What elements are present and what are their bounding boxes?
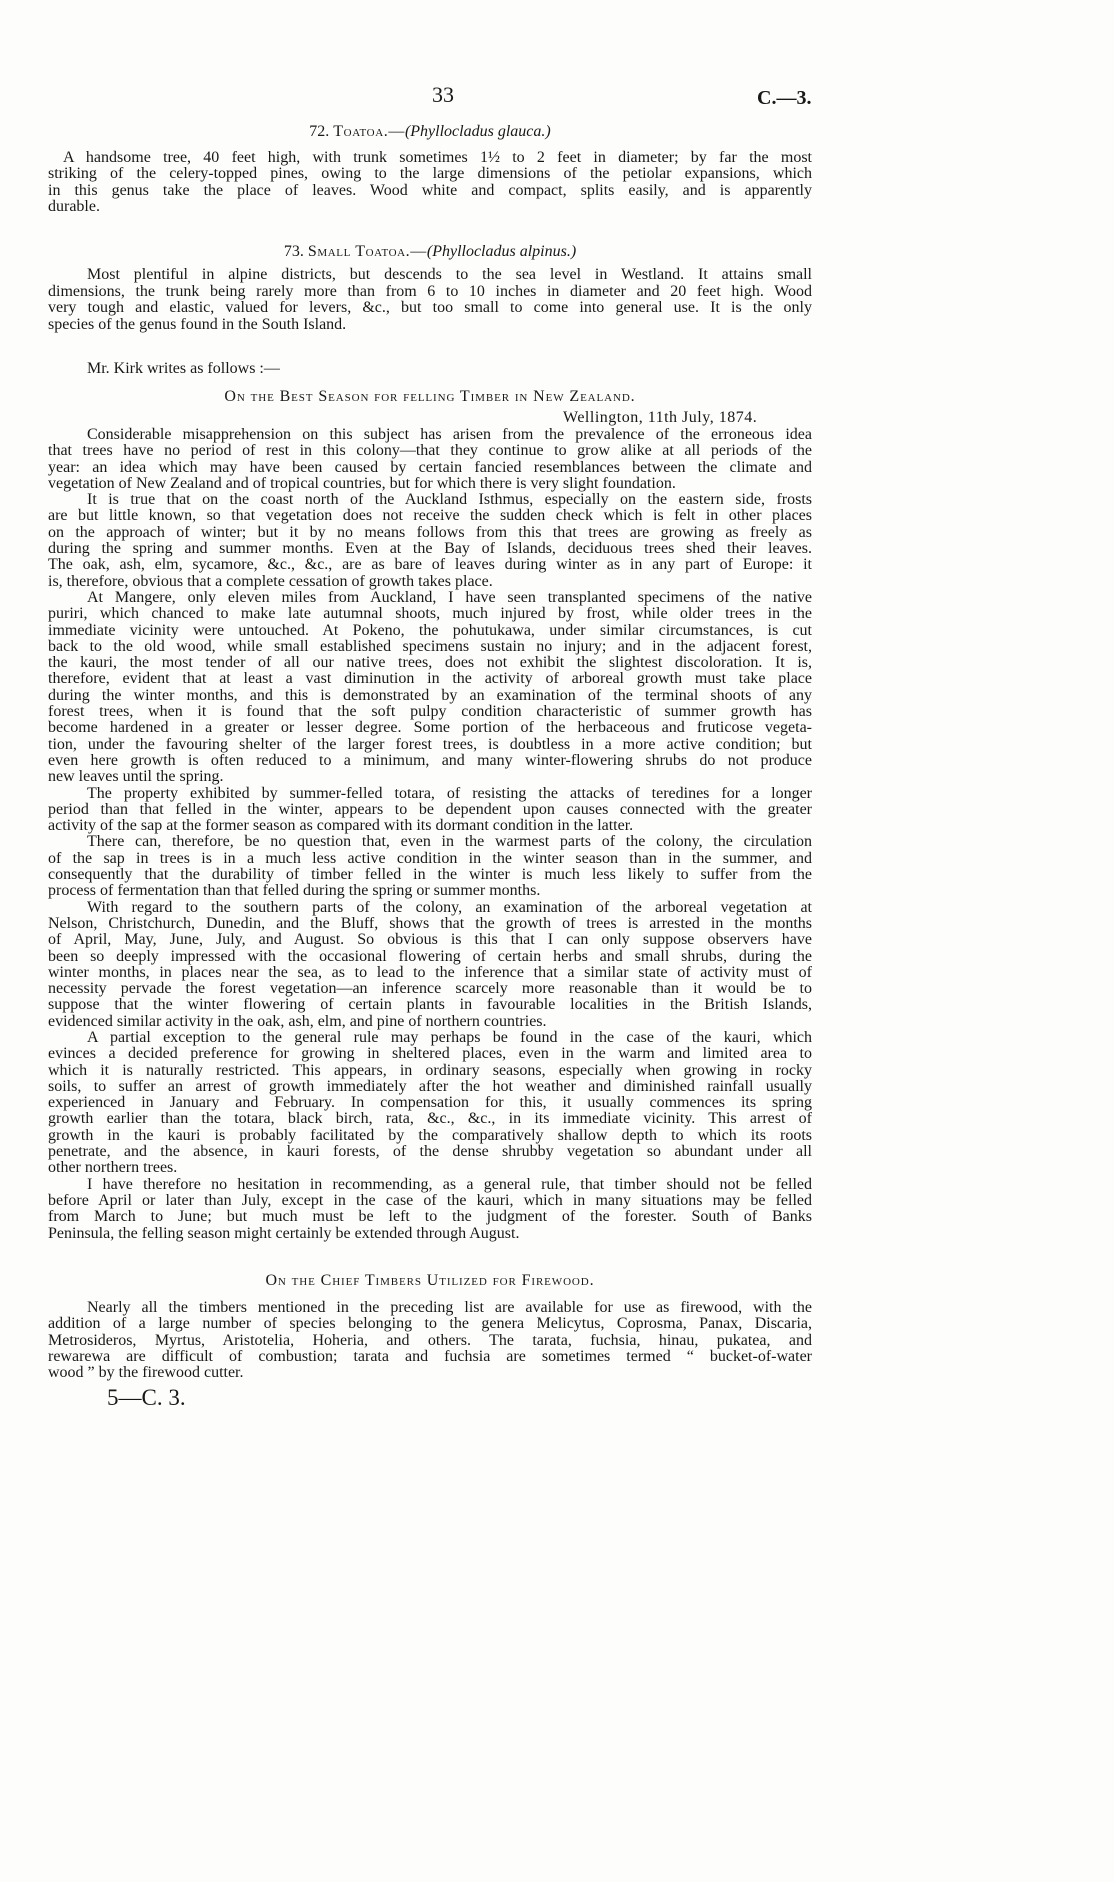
text-line: been so deeply impressed with the occasional flowering of certain herbs and small shrubs, during the	[48, 947, 812, 965]
text-line: vegetation of New Zealand and of tropical countries, but for which there is very slight foundation.	[48, 474, 676, 492]
entry-number: 73.	[283, 243, 304, 260]
text-line: Most plentiful in alpine districts, but descends to the sea level in Westland. It attains small	[87, 266, 812, 283]
text-line: durable.	[48, 197, 100, 215]
entry-heading	[48, 243, 812, 261]
text-line: other northern trees.	[48, 1159, 178, 1177]
text-line: during the winter months, and this is demonstrated by an examination of the terminal shoots of any	[48, 686, 812, 704]
paragraph	[48, 1177, 812, 1242]
text-line: period than that felled in the winter, appears to be dependent upon causes connected with the greater	[48, 800, 812, 818]
text-line: year: an idea which may have been caused by certain fancied resemblances between the climate and	[48, 458, 812, 476]
paragraph	[48, 834, 812, 899]
text-line: puriri, which chanced to make late autumnal shoots, much injured by frost, while older trees in the	[48, 605, 812, 623]
entry-latin-name: (Phyllocladus alpinus.)	[426, 243, 577, 260]
text-line: evinces a decided preference for growing in sheltered places, even in the warm and limited area to	[48, 1045, 812, 1063]
text-line: It is true that on the coast north of the Auckland Isthmus, especially on the eastern side, frosts	[87, 491, 812, 509]
text-line: growth earlier than the totara, black birch, rata, &c., &c., in its immediate vicinity. This arrest of	[48, 1110, 812, 1128]
text-line: Peninsula, the felling season might certainly be extended through August.	[48, 1224, 520, 1242]
text-line: immediate vicinity were untouched. At Pokeno, the pohutukawa, under similar circumstances, is cut	[48, 621, 812, 639]
text-line: wood ” by the firewood cutter.	[48, 1364, 244, 1381]
text-line: in this genus take the place of leaves. Wood white and compact, splits easily, and is apparently	[48, 181, 812, 199]
footer-signature: 5—C. 3.	[107, 1385, 186, 1410]
text-line: from March to June; but much must be left to the judgment of the forester. South of Banks	[48, 1208, 812, 1226]
intro-line: Mr. Kirk writes as follows :—	[87, 360, 280, 377]
text-line: necessity pervade the forest vegetation—an inference scarcely more reasonable than it would be to	[48, 980, 812, 998]
text-line: Considerable misapprehension on this subject has arisen from the prevalence of the erroneous idea	[87, 426, 812, 443]
text-line: activity of the sap at the former season as compared with its dormant condition in the latter.	[48, 817, 634, 835]
text-line: soils, to suffer an arrest of growth immediately after the hot weather and diminished rainfall usually	[48, 1077, 812, 1095]
text-line: The oak, ash, elm, sycamore, &c., &c., are as bare of leaves during winter as in any part of Europe: it	[48, 556, 812, 574]
text-line: back to the old wood, while small established specimens sustain no injury; and in the adjacent forest,	[48, 637, 812, 655]
text-line: on the approach of winter; but it by no means follows from this that trees are growing as freely as	[48, 523, 812, 541]
text-line: is, therefore, obvious that a complete cessation of growth takes place.	[48, 572, 493, 590]
text-line: Metrosideros, Myrtus, Aristotelia, Hoheria, and others. The tarata, fuchsia, hinau, pukatea, and	[48, 1331, 812, 1349]
entry-number: 72.	[309, 123, 330, 140]
text-line: growth in the kauri is probably facilitated by the comparatively shallow depth to which its roots	[48, 1126, 812, 1144]
text-line: very tough and elastic, valued for levers, &c., but too small to come into general use. It is the only	[48, 299, 812, 317]
section-title: On the Best Season for felling Timber in New Zealand.	[224, 388, 636, 405]
text-line: species of the genus found in the South Island.	[48, 315, 347, 333]
text-line: before April or later than July, except in the case of the kauri, which in many situations may be felled	[48, 1191, 812, 1209]
text-line: At Mangere, only eleven miles from Auckland, I have seen transplanted specimens of the native	[87, 588, 812, 606]
text-line: With regard to the southern parts of the colony, an examination of the arboreal vegetation at	[87, 898, 812, 916]
text-line: experienced in January and February. In compensation for this, it usually commences its spring	[48, 1094, 812, 1112]
text-line: suppose that the winter flowering of certain plants in favourable localities in the British Islands,	[48, 996, 812, 1014]
entry-name: Small Toatoa.—	[307, 243, 427, 260]
text-line: A partial exception to the general rule may perhaps be found in the case of the kauri, which	[87, 1028, 812, 1046]
text-line: are but little known, so that vegetation does not receive the sudden check which is felt in other places	[48, 507, 812, 525]
text-line: A handsome tree, 40 feet high, with trunk sometimes 1½ to 2 feet in diameter; by far the most	[63, 149, 812, 166]
text-line: forest trees, when it is found that the soft pulpy condition characteristic of summer growth has	[48, 703, 812, 721]
text-line: of the sap in trees is in a much less active condition in the winter season than in the summer, and	[48, 849, 812, 867]
text-line: therefore, evident that at least a vast diminution in the activity of arboreal growth must take place	[48, 670, 812, 688]
text-line: of April, May, June, July, and August. So obvious is this that I can only suppose observers have	[48, 931, 812, 949]
entry-name: Toatoa.—	[333, 123, 405, 140]
text-line: even here growth is often reduced to a minimum, and many winter-flowering shrubs do not produce	[48, 751, 812, 769]
text-line: the kauri, the most tender of all our native trees, does not exhibit the slightest discoloration. It is,	[48, 654, 812, 672]
entry-heading	[48, 123, 812, 141]
section-body	[48, 427, 812, 1242]
text-line: new leaves until the spring.	[48, 768, 224, 786]
section-title: On the Chief Timbers Utilized for Firewood.	[265, 1272, 595, 1289]
text-line: tion, under the favouring shelter of the larger forest trees, is doubtless in a more active condition; but	[48, 735, 812, 753]
paragraph	[48, 492, 812, 590]
text-line: The property exhibited by summer-felled totara, of resisting the attacks of teredines for a longer	[87, 784, 812, 802]
text-line: become hardened in a greater or lesser degree. Some portion of the herbaceous and fruticose vegeta-	[48, 719, 812, 737]
page-number: 33	[432, 82, 454, 107]
text-line: I have therefore no hesitation in recommending, as a general rule, that timber should not be felled	[87, 1175, 812, 1193]
text-line: winter months, in places near the sea, as to lead to the inference that a similar state of activity must of	[48, 963, 812, 981]
text-line: during the spring and summer months. Even at the Bay of Islands, deciduous trees shed their leaves.	[48, 540, 812, 558]
paragraph	[48, 900, 812, 1030]
paragraph	[48, 590, 812, 786]
text-line: dimensions, the trunk being rarely more than from 6 to 10 inches in diameter and 20 feet high. Wood	[48, 282, 812, 300]
text-line: consequently that the durability of timber felled in the winter is much less likely to suffer from the	[48, 866, 812, 884]
text-line: Nelson, Christchurch, Dunedin, and the Bluff, shows that the growth of trees is arrested in the months	[48, 914, 812, 932]
paragraph	[48, 1030, 812, 1177]
entry-latin-name: (Phyllocladus glauca.)	[404, 123, 551, 140]
text-line: rewarewa are difficult of combustion; tarata and fuchsia are sometimes termed “ bucket-of-water	[48, 1347, 812, 1365]
text-line: which it is naturally restricted. This appears, in ordinary seasons, especially when growing in rocky	[48, 1061, 812, 1079]
text-line: There can, therefore, be no question that, even in the warmest parts of the colony, the circulation	[87, 833, 812, 851]
dateline: Wellington, 11th July, 1874.	[563, 409, 758, 426]
text-line: addition of a large number of species belonging to the genera Melicytus, Coprosma, Panax, Discaria,	[48, 1315, 812, 1333]
entry-description	[48, 267, 812, 333]
text-line: that trees have no period of rest in this colony—that they continue to grow alike at all periods of the	[48, 442, 812, 460]
text-line: penetrate, and the absence, in kauri forests, of the dense shrubby vegetation so abundant under all	[48, 1143, 812, 1161]
section-body	[48, 1300, 812, 1381]
entry-description	[48, 150, 812, 215]
paragraph	[48, 427, 812, 492]
paragraph	[48, 786, 812, 835]
text-line: striking of the celery-topped pines, owing to the large dimensions of the petiolar expansions, which	[48, 165, 812, 183]
text-line: evidenced similar activity in the oak, ash, elm, and pine of northern countries.	[48, 1012, 547, 1030]
paragraph	[48, 1300, 812, 1381]
text-line: Nearly all the timbers mentioned in the preceding list are available for use as firewood, with the	[87, 1299, 812, 1316]
document-reference: C.—3.	[757, 87, 812, 109]
text-line: process of fermentation than that felled during the spring or summer months.	[48, 882, 541, 900]
